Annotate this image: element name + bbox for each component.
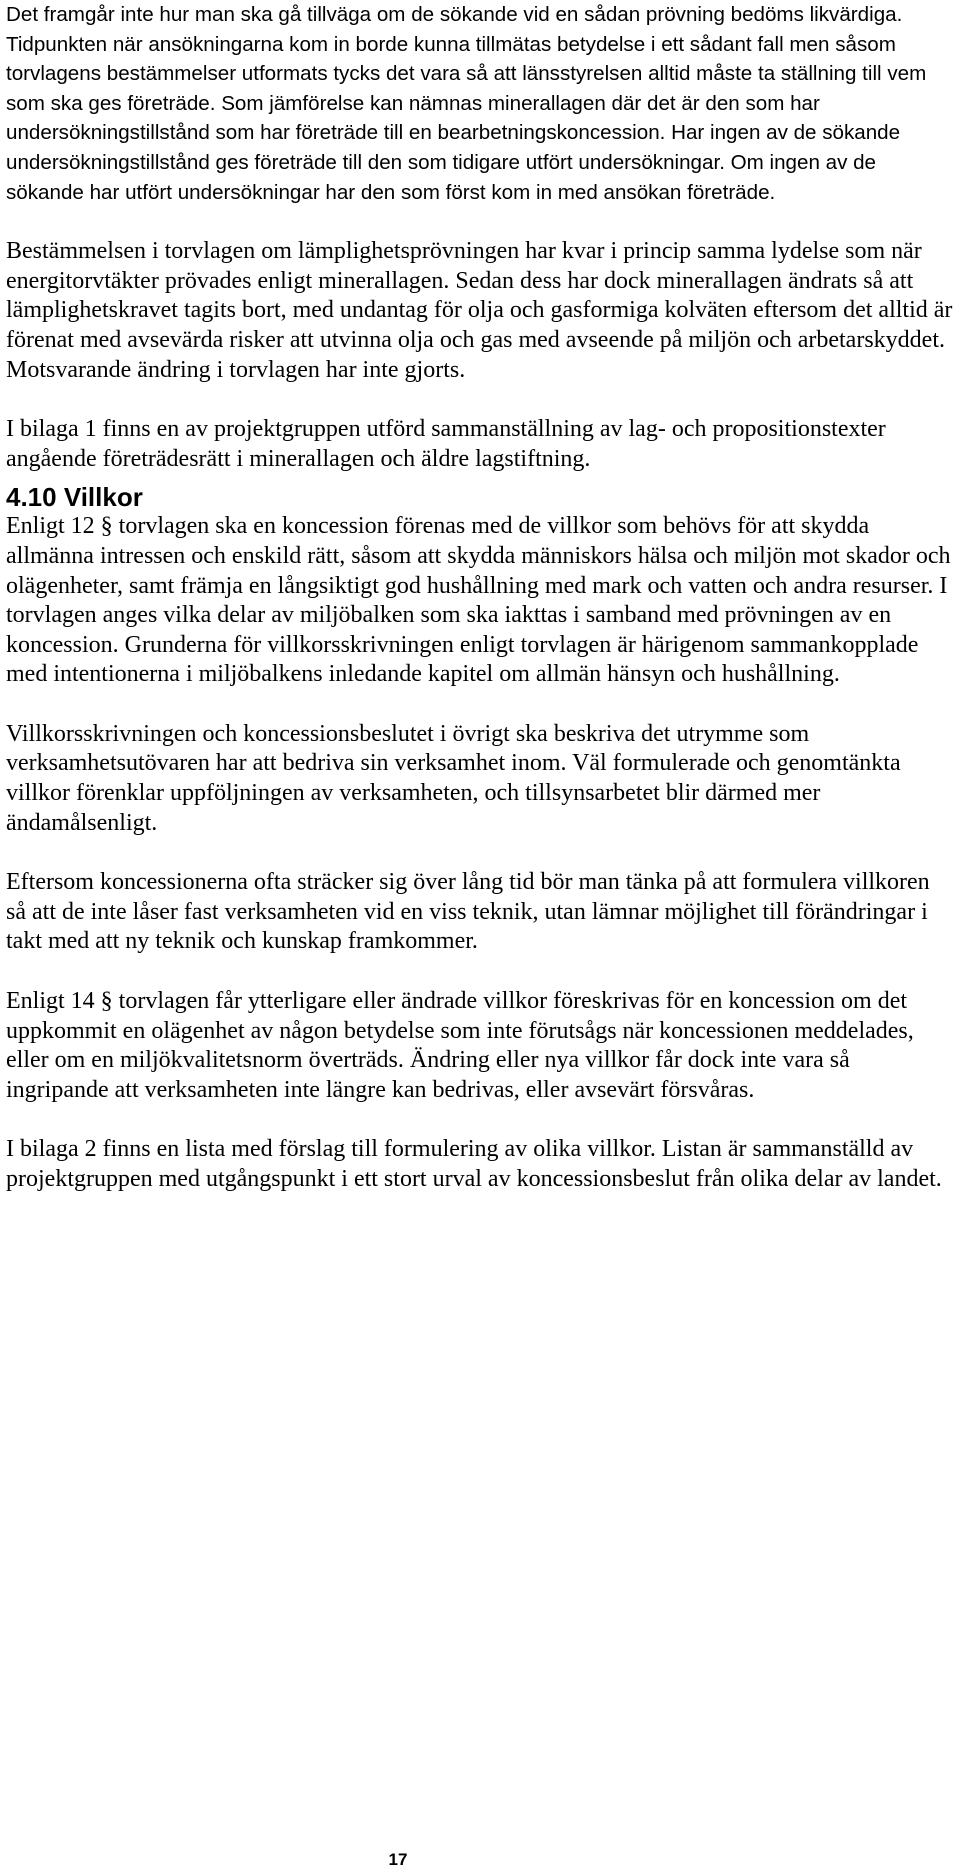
paragraph-villkorsskrivning: Villkorsskrivningen och koncessionsbeslutet i övrigt ska beskriva det utrymme som verksamhetsutövaren har att bedriva sin verksamhet inom. Väl formulerade och genomtänkta villkor förenklar uppföljningen av verksamheten, och tillsynsarbetet blir därmed mer ändamålsenligt. [6,720,901,836]
intro-paragraph: Det framgår inte hur man ska gå tillväga om de sökande vid en sådan prövning bedöms likvärdiga. Tidpunkten när ansökningarna kom in borde kunna tillmätas betydelse i ett sådant fall men såsom torvlagens bestämmelser utformats tycks det vara så att länsstyrelsen alltid måste ta ställning till vem som ska ges företräde. Som jämförelse kan nämnas minerallagen där det är den som har undersökningstillstånd som har företräde till en bearbetningskoncession. Har ingen av de sökande undersökningstillstånd ges företräde till den som tidigare utfört undersökningar. Om ingen av de sökande har utfört undersökningar har den som först kom in med ansökan företräde. [6,3,927,204]
paragraph-villkor-14: Enligt 14 § torvlagen får ytterligare eller ändrade villkor föreskrivas för en koncession om det uppkommit en olägenhet av någon betydelse som inte förutsågs när koncessionen meddelades, eller om en miljökvalitetsnorm överträds. Ändring eller nya villkor får dock inte vara så ingripande att verksamheten inte längre kan bedrivas, eller avsevärt försvåras. [6,988,914,1103]
paragraph-bilaga-1: I bilaga 1 finns en av projektgruppen utförd sammanställning av lag- och propositionstexter angående företrädesrätt i minerallagen och äldre lagstiftning. [6,416,886,472]
document-page [6,0,954,1195]
paragraph-villkor-12: Enligt 12 § torvlagen ska en koncession förenas med de villkor som behövs för att skydda allmänna intressen och enskild rätt, såsom att skydda människors hälsa och miljön mot skador och olägenheter, samt främja en långsiktigt god hushållning med mark och vatten och andra resurser. I torvlagen anges vilka delar av miljöbalken som ska iakttas i samband med prövningen av en koncession. Grunderna för villkorsskrivningen enligt torvlagen är härigenom sammankopplade med intentionerna i miljöbalkens inledande kapitel om allmän hänsyn och hushållning. [6,513,951,688]
paragraph-bilaga-2: I bilaga 2 finns en lista med förslag till formulering av olika villkor. Listan är sammanställd av projektgruppen med utgångspunkt i ett stort urval av koncessionsbeslut från olika delar av landet. [6,1136,942,1192]
paragraph-gap [6,1105,954,1135]
paragraph-koncessioner-tid: Eftersom koncessionerna ofta sträcker sig över lång tid bör man tänka på att formulera villkoren så att de inte låser fast verksamheten vid en viss teknik, utan lämnar möjlighet till förändringar i takt med att ny teknik och kunskap framkommer. [6,869,930,955]
page-number: 17 [388,1850,408,1869]
paragraph-gap [6,838,954,868]
paragraph-gap [6,957,954,987]
paragraph-gap [6,690,954,720]
paragraph-gap [6,207,954,237]
section-heading: 4.10 Villkor [6,482,143,513]
paragraph-lamplighetsprovning: Bestämmelsen i torvlagen om lämplighetsprövningen har kvar i princip samma lydelse som när energitorvtäkter prövades enligt minerallagen. Sedan dess har dock minerallagen ändrats så att lämplighetskravet tagits bort, med undantag för olja och gasformiga kolväten eftersom det alltid är förenat med avsevärda risker att utvinna olja och gas med avseende på miljön och arbetarskyddet. Motsvarande ändring i torvlagen har inte gjorts. [6,238,953,383]
paragraph-gap [6,385,954,415]
